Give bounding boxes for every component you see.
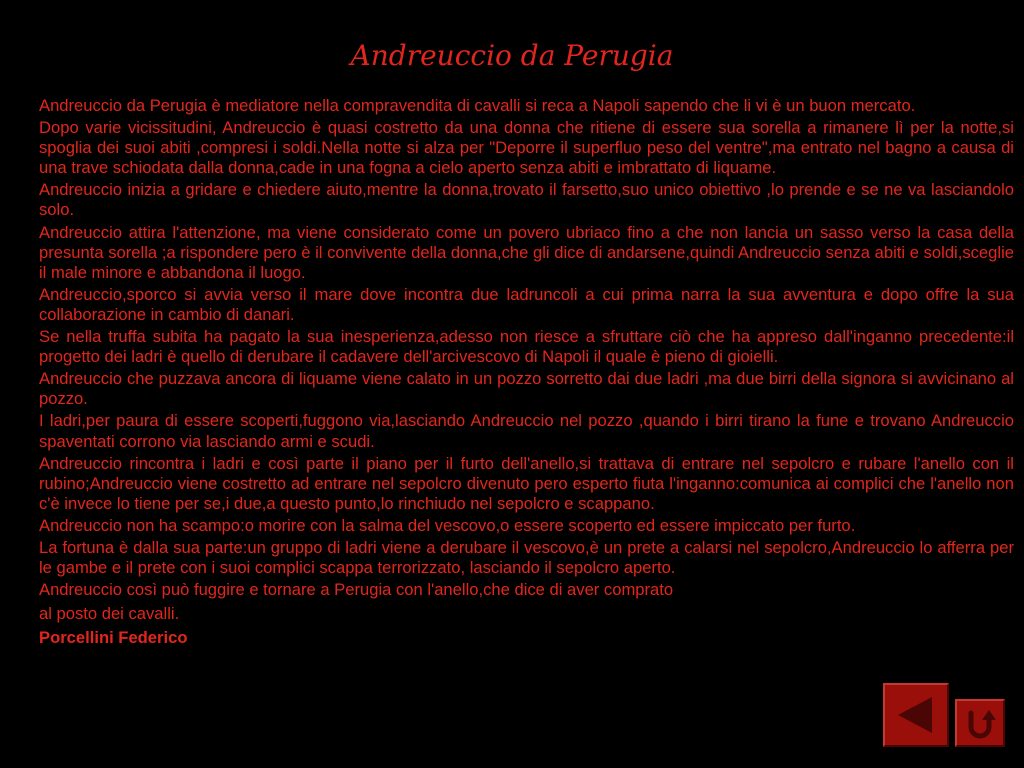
closing-line: al posto dei cavalli. bbox=[39, 604, 180, 624]
paragraph: Andreuccio così può fuggire e tornare a Perugia con l'anello,che dice di aver comprato bbox=[39, 580, 674, 600]
paragraph: Andreuccio,sporco si avvia verso il mare dove incontra due ladruncoli a cui prima narra la sua avventura e dopo offre la sua collaborazione in cambio di danari. bbox=[39, 284, 1014, 324]
paragraph: Se nella truffa subita ha pagato la sua inesperienza,adesso non riesce a sfruttare ciò che ha appreso dall'inganno precedente:il progetto dei ladri è quello di derubare il cadavere dell'arcivescovo di Napoli il quale è pieno di gioielli. bbox=[39, 327, 1014, 367]
return-button[interactable] bbox=[955, 699, 1005, 747]
paragraph: Andreuccio attira l'attenzione, ma viene considerato come un povero ubriaco fino a che non lancia un sasso verso la casa della presunta sorella ;a rispondere pero è il convivente della donna,che gli dice di andarsene,quindi Andreuccio senza abiti e soldi,sceglie il male minore e abbandona il luogo. bbox=[39, 222, 1014, 282]
back-button[interactable] bbox=[883, 683, 949, 747]
paragraph: Andreuccio inizia a gridare e chiedere aiuto,mentre la donna,trovato il farsetto,suo unico obiettivo ,lo prende e se ne va lasciandolo solo. bbox=[39, 180, 1014, 220]
paragraph: La fortuna è dalla sua parte:un gruppo di ladri viene a derubare il vescovo,è un prete a calarsi nel sepolcro,Andreuccio lo afferra per le gambe e il prete con i suoi complici scappa terrorizzato, lasciando il sepolcro aperto. bbox=[39, 537, 1014, 578]
paragraph: Dopo varie vicissitudini, Andreuccio è quasi costretto da una donna che ritiene di essere sua sorella a rimanere lì per la notte,si spoglia dei suoi abiti ,compresi i soldi.Nella notte si alza per "Deporre il superfluo peso del ventre",ma entrato nel bagno a causa di una trave schiodata dalla donna,cade in una fogna a cielo aperto senza abiti e imbrattato di liquame. bbox=[39, 118, 1014, 178]
paragraph: I ladri,per paura di essere scoperti,fuggono via,lasciando Andreuccio nel pozzo ,quando i birri tirano la fune e trovano Andreuccio spaventati corrono via lasciando armi e scudi. bbox=[39, 411, 1014, 451]
paragraph: Andreuccio rincontra i ladri e così parte il piano per il furto dell'anello,si trattava di entrare nel sepolcro e rubare l'anello con il rubino;Andreuccio viene costretto ad entrare nel sepolcro divenuto pero esperto fiuta l'inganno:comunica ai complici che l'anello non c'è invece lo tiene per se,i due,a questo punto,lo rinchiudo nel sepolcro e scappano. bbox=[39, 453, 1014, 513]
paragraph: Andreuccio che puzzava ancora di liquame viene calato in un pozzo sorretto dai due ladri ,ma due birri della signora si avvicinano al pozzo. bbox=[39, 369, 1014, 409]
paragraph: Andreuccio da Perugia è mediatore nella compravendita di cavalli si reca a Napoli sapendo che li vi è un buon mercato. bbox=[39, 96, 916, 115]
triangle-left-icon bbox=[885, 685, 947, 745]
slide-body bbox=[39, 96, 1014, 648]
paragraph: Andreuccio non ha scampo:o morire con la salma del vescovo,o essere scoperto ed essere impiccato per furto. bbox=[39, 515, 856, 535]
u-turn-return-icon bbox=[957, 701, 1003, 745]
slide-title: Andreuccio da Perugia bbox=[350, 39, 674, 72]
author-name: Porcellini Federico bbox=[39, 628, 188, 648]
